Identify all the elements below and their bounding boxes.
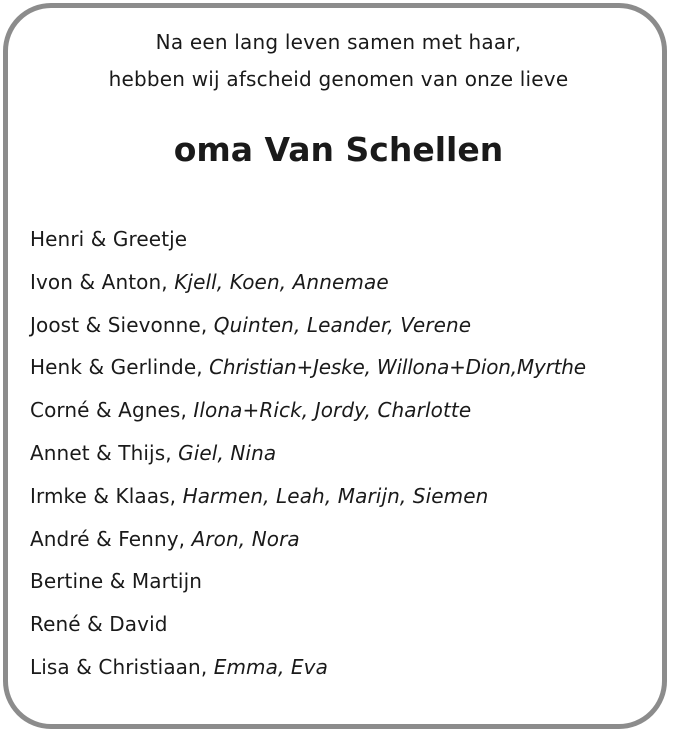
family-parents: Bertine & Martijn [30,569,203,594]
family-entry [30,218,662,261]
family-parents: Annet & Thijs [30,440,166,465]
family-children: Aron, Nora [191,526,300,551]
family-entry: Henk & Gerlinde, Christian+Jeske, Willona+Dion,Myrthe [30,355,586,380]
family-children: Emma, Eva [213,654,328,679]
family-entry: Ivon & Anton, Kjell, Koen, Annemae [30,269,389,294]
family-children: Christian+Jeske, Willona+Dion,Myrthe [209,355,586,380]
family-list [30,218,662,689]
family-parents: André & Fenny [30,526,179,551]
family-parents: Ivon & Anton [30,269,162,294]
family-parents: Henri & Greetje [30,227,188,251]
family-entry [30,560,662,603]
family-children: Giel, Nina [178,440,277,465]
family-children: Ilona+Rick, Jordy, Charlotte [193,398,472,423]
family-children: Harmen, Leah, Marijn, Siemen [182,483,489,508]
family-entry: Joost & Sievonne, Quinten, Leander, Verene [30,312,472,337]
intro-text [0,24,677,98]
family-children: Quinten, Leander, Verene [213,312,472,337]
family-parents: Corné & Agnes [30,398,181,423]
family-parents: Joost & Sievonne [30,312,201,337]
deceased-name: oma Van Schellen [173,130,504,169]
intro-line-1: Na een lang leven samen met haar, [155,30,522,54]
family-entry: Lisa & Christiaan, Emma, Eva [30,654,328,679]
family-parents: Irmke & Klaas [30,483,170,508]
family-parents: René & David [30,612,168,637]
family-parents: Lisa & Christiaan [30,654,201,679]
family-children: Kjell, Koen, Annemae [174,269,389,294]
family-entry: André & Fenny, Aron, Nora [30,526,300,551]
family-entry: Irmke & Klaas, Harmen, Leah, Marijn, Siemen [30,483,489,508]
family-parents: Henk & Gerlinde [30,355,197,380]
family-entry: Annet & Thijs, Giel, Nina [30,440,277,465]
family-entry [30,603,662,646]
intro-line-2: hebben wij afscheid genomen van onze lieve [108,67,569,91]
family-entry: Corné & Agnes, Ilona+Rick, Jordy, Charlotte [30,398,472,423]
